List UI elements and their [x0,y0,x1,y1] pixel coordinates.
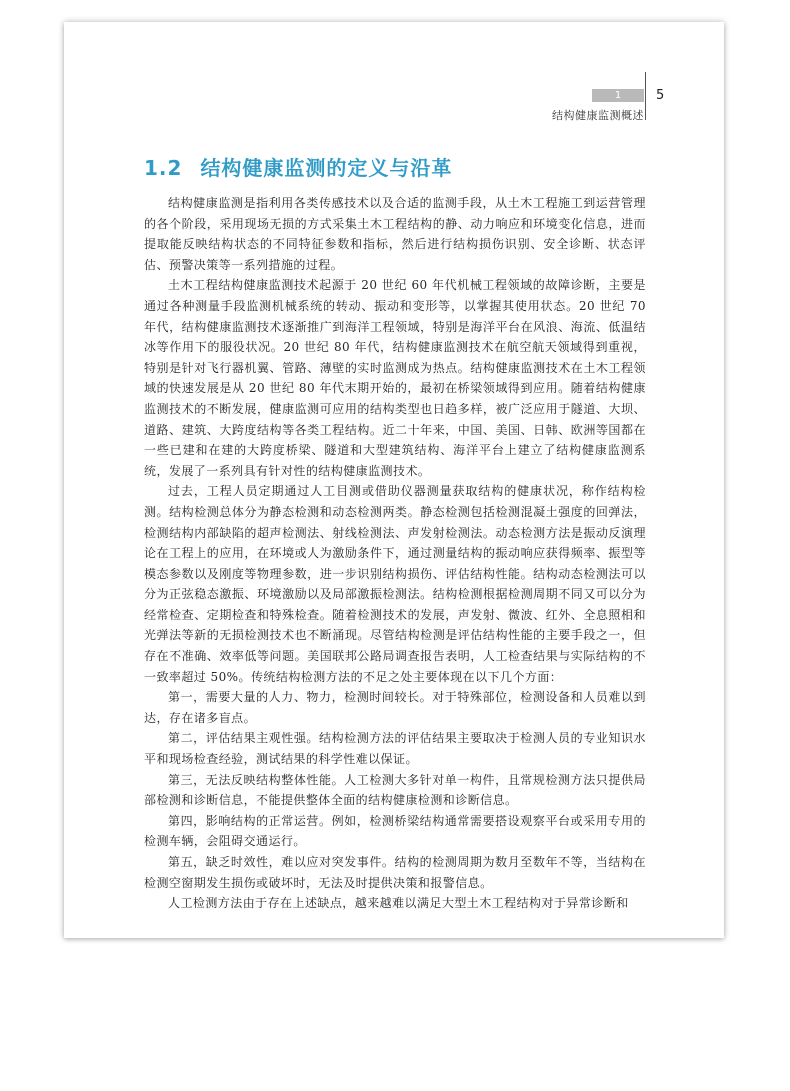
paragraph-inspection: 过去，工程人员定期通过人工目测或借助仪器测量获取结构的健康状况，称作结构检测。结构检测总体分为静态检测和动态检测两类。静态检测包括检测混凝土强度的回弹法，检测结构内部缺陷的超声检测法、射线检测法、声发射检测法。动态检测方法是振动反演理论在工程上的应用，在环境或人为激励条件下，通过测量结构的振动响应获得频率、振型等模态参数以及刚度等物理参数，进一步识别结构损伤、评估结构性能。结构动态检测法可以分为正弦稳态激振、环境激励以及局部激振检测法。结构检测根据检测周期不同又可以分为经常检查、定期检查和特殊检查。随着检测技术的发展，声发射、微波、红外、全息照相和光弹法等新的无损检测技术也不断涌现。尽管结构检测是评估结构性能的主要手段之一，但存在不准确、效率低等问题。美国联邦公路局调查报告表明，人工检查结果与实际结构的不一致率超过 50%。传统结构检测方法的不足之处主要体现在以下几个方面： [144,484,646,684]
paragraph-point-2: 第二，评估结果主观性强。结构检测方法的评估结果主要取决于检测人员的专业知识水平和现场检查经验，测试结果的科学性难以保证。 [144,731,646,767]
paragraph-point-3: 第三，无法反映结构整体性能。人工检测大多针对单一构件，且常规检测方法只提供局部检测和诊断信息，不能提供整体全面的结构健康检测和诊断信息。 [144,772,646,808]
header-divider [645,72,646,120]
page-number: 5 [656,88,665,103]
chapter-number-badge: 1 [592,89,644,102]
chapter-title: 结构健康监测概述 [552,109,644,122]
body-text [144,193,646,914]
paragraph-definition: 结构健康监测是指利用各类传感技术以及合适的监测手段，从土木工程施工到运营管理的各个阶段，采用现场无损的方式采集土木工程结构的静、动力响应和环境变化信息，进而提取能反映结构状态的不同特征参数和指标，然后进行结构损伤识别、安全诊断、状态评估、预警决策等一系列措施的过程。 [144,196,646,272]
section-number: 1.2 [144,156,183,180]
book-page [64,22,724,938]
paragraph-continuation: 人工检测方法由于存在上述缺点，越来越难以满足大型土木工程结构对于异常诊断和 [168,896,629,911]
section-title: 结构健康监测的定义与沿革 [200,156,453,180]
paragraph-point-5: 第五，缺乏时效性，难以应对突发事件。结构的检测周期为数月至数年不等，当结构在检测空窗期发生损伤或破坏时，无法及时提供决策和报警信息。 [144,855,646,890]
running-head [494,83,644,123]
section-heading [144,152,452,181]
paragraph-point-4: 第四，影响结构的正常运营。例如，检测桥梁结构通常需要搭设观察平台或采用专用的检测车辆，会阻碍交通运行。 [144,813,646,849]
paragraph-point-1: 第一，需要大量的人力、物力，检测时间较长。对于特殊部位，检测设备和人员难以到达，存在诸多盲点。 [144,690,646,725]
paragraph-history: 土木工程结构健康监测技术起源于 20 世纪 60 年代机械工程领域的故障诊断，主要是通过各种测量手段监测机械系统的转动、振动和变形等，以掌握其使用状态。20 世纪 70 年代，结构健康监测技术逐渐推广到海洋工程领域，特别是海洋平台在风浪、海流、低温结冰等作用下的服役状况。20 世纪 80 年代，结构健康监测技术在航空航天领域得到重视，特别是针对飞行器机翼、管路、薄壁的实时监测成为热点。结构健康监测技术在土木工程领域的快速发展是从 20 世纪 80 年代末期开始的，最初在桥梁领域得到应用。随着结构健康监测技术的不断发展，健康监测可应用的结构类型也日趋多样，被广泛应用于隧道、大坝、道路、建筑、大跨度结构等各类工程结构。近二十年来，中国、美国、日韩、欧洲等国都在一些已建和在建的大跨度桥梁、隧道和大型建筑结构、海洋平台上建立了结构健康监测系统，发展了一系列具有针对性的结构健康监测技术。 [144,278,646,478]
